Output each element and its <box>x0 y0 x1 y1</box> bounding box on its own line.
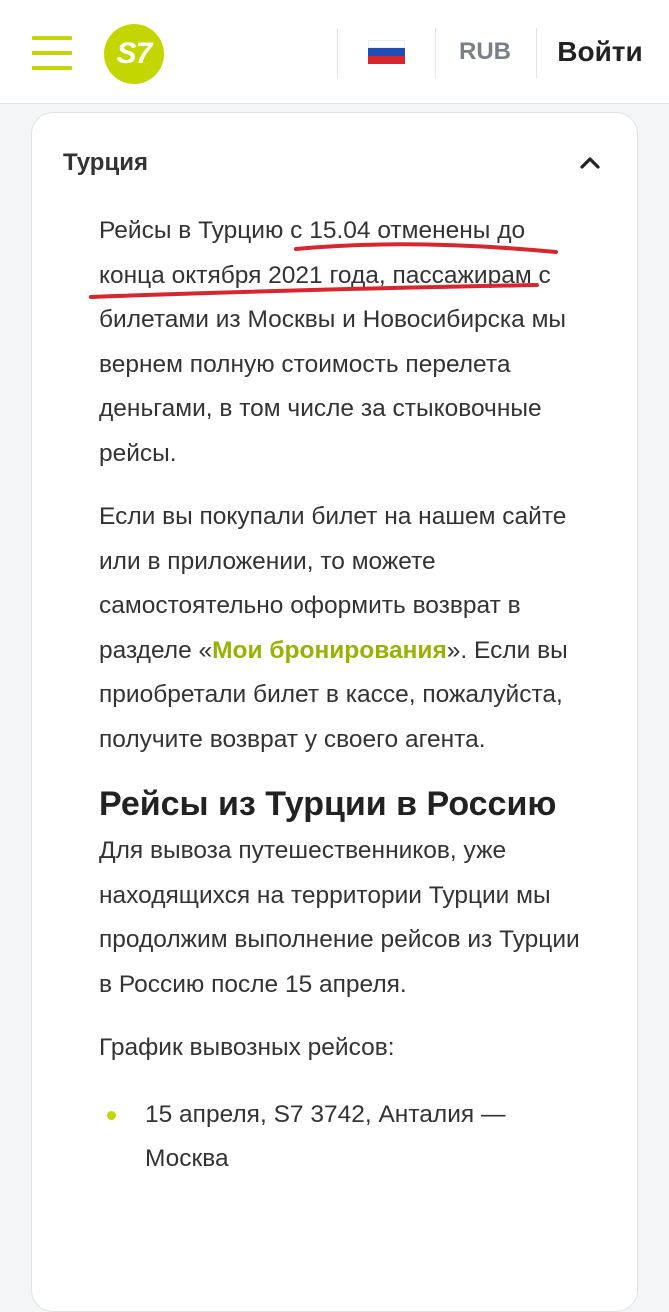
header-divider <box>337 28 338 78</box>
section-title: Рейсы из Турции в Россию <box>99 785 557 823</box>
refund-paragraph <box>99 495 589 762</box>
bullet-icon <box>107 1111 116 1120</box>
schedule-label: График вывозных рейсов: <box>99 1034 395 1061</box>
flight-item-text: 15 апреля, S7 3742, Анталия — Москва <box>145 1100 506 1172</box>
russia-flag-icon[interactable] <box>368 40 405 64</box>
currency-selector[interactable]: RUB <box>459 38 511 65</box>
login-button[interactable]: Войти <box>557 36 643 67</box>
my-bookings-link[interactable]: Мои бронирования <box>212 636 447 664</box>
list-item <box>99 1093 589 1182</box>
accordion-content <box>99 209 589 1182</box>
cancellation-paragraph: Рейсы в Турцию с 15.04 отменены до конца октября 2021 года, пассажирам с билетами из Москвы и Новосибирска мы вернем полную стоимость перелета деньгами, в том числе за стыковочные рейсы. <box>99 217 567 467</box>
return-flights-paragraph: Для вывоза путешественников, уже находящихся на территории Турции мы продолжим выполнение рейсов из Турции в Россию после 15 апреля. <box>99 837 580 998</box>
top-header <box>0 0 669 104</box>
info-card <box>31 112 638 1312</box>
flight-list <box>99 1093 589 1182</box>
refund-text-end: ». Если вы приобретали билет в кассе, пожалуйста, получите возврат у своего агента. <box>99 636 568 753</box>
header-divider <box>536 28 537 78</box>
accordion-title: Турция <box>63 149 148 176</box>
refund-text-start: Если вы покупали билет на нашем сайте или в приложении, то можете самостоятельно оформить возврат в разделе « <box>99 503 567 664</box>
accordion-header-turkey[interactable] <box>32 113 637 211</box>
s7-logo[interactable]: S7 <box>104 24 164 84</box>
hamburger-menu-icon[interactable] <box>32 36 72 70</box>
chevron-up-icon[interactable] <box>578 151 602 175</box>
